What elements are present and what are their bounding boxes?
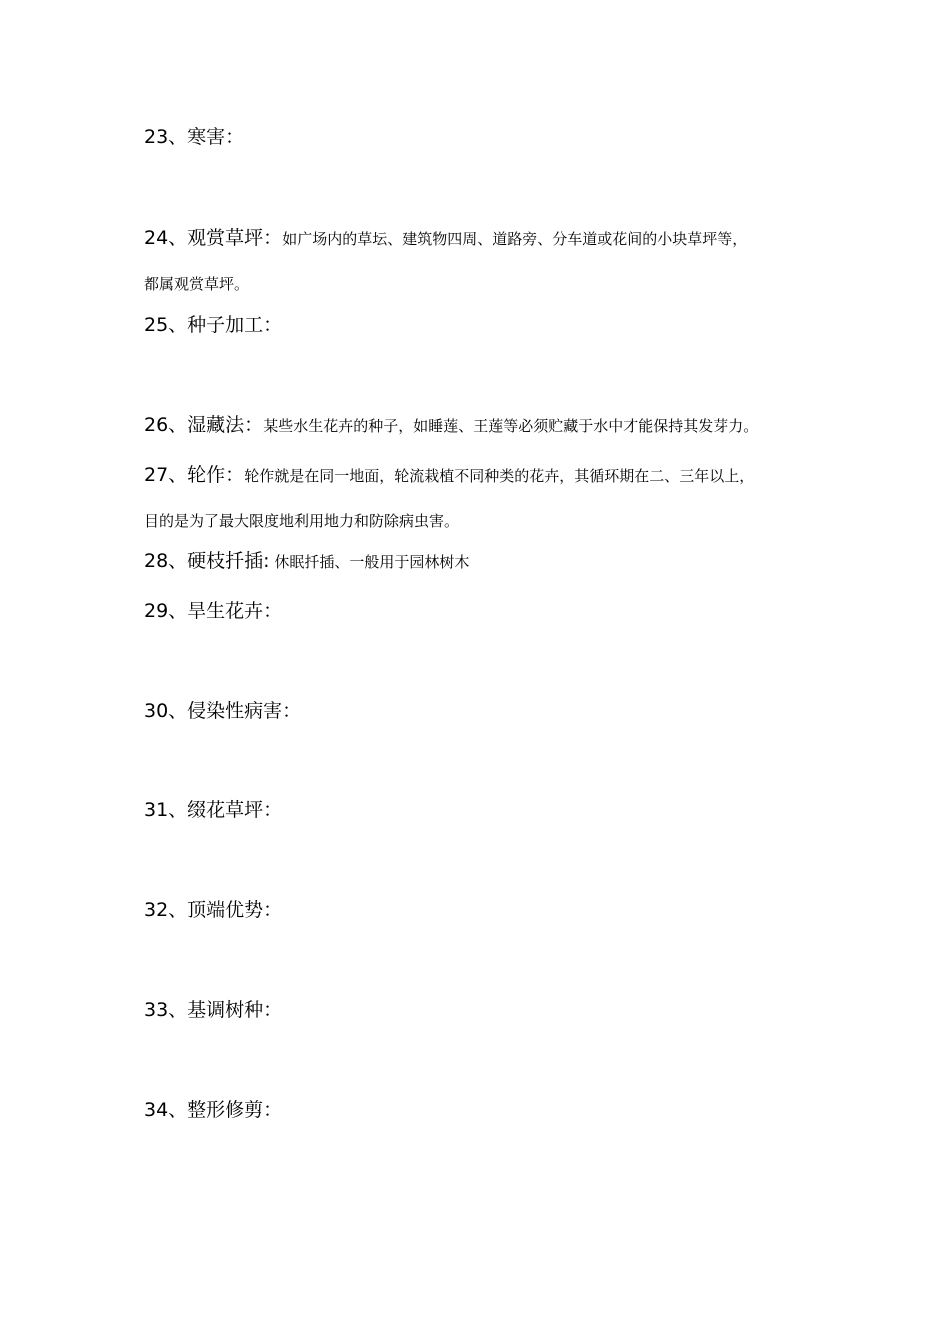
- entry-definition: 休眠扦插、一般用于园林树木: [269, 553, 470, 571]
- entry-27: [144, 460, 830, 487]
- entry-24: [144, 223, 830, 250]
- entry-26: [144, 410, 830, 437]
- entry-definition: 如广场内的草坛、建筑物四周、道路旁、分车道或花间的小块草坪等，: [282, 230, 748, 248]
- entry-definition: 某些水生花卉的种子，如睡莲、王莲等必须贮藏于水中才能保持其发芽力。: [263, 417, 759, 435]
- entry-term: 26、湿藏法：: [144, 414, 264, 436]
- entry-term: 25、种子加工：: [144, 314, 283, 336]
- entry-34: [144, 1095, 830, 1122]
- entry-term: 29、旱生花卉：: [144, 600, 283, 622]
- entry-definition-continued: 目的是为了最大限度地利用地力和防除病虫害。: [144, 512, 460, 530]
- entry-term: 30、侵染性病害：: [144, 700, 302, 722]
- entry-29: [144, 596, 830, 623]
- entry-term: 32、顶端优势：: [144, 899, 283, 921]
- entry-term: 23、寒害：: [144, 126, 245, 148]
- entry-term: 31、缀花草坪：: [144, 799, 283, 821]
- entry-definition: 轮作就是在同一地面，轮流栽植不同种类的花卉，其循环期在二、三年以上，: [244, 467, 755, 485]
- entry-28: [144, 546, 830, 573]
- entry-23: [144, 122, 830, 149]
- entry-term: 24、观赏草坪：: [144, 227, 283, 249]
- entry-term: 34、整形修剪：: [144, 1099, 283, 1121]
- entry-definition-continued: 都属观赏草坪。: [144, 275, 250, 293]
- entry-25: [144, 310, 830, 337]
- entry-31: [144, 795, 830, 822]
- entry-term: 28、硬枝扦插:: [144, 550, 270, 572]
- entry-term: 27、轮作：: [144, 464, 245, 486]
- entry-term: 33、基调树种：: [144, 999, 283, 1021]
- entry-33: [144, 995, 830, 1022]
- entry-30: [144, 696, 830, 723]
- entry-32: [144, 895, 830, 922]
